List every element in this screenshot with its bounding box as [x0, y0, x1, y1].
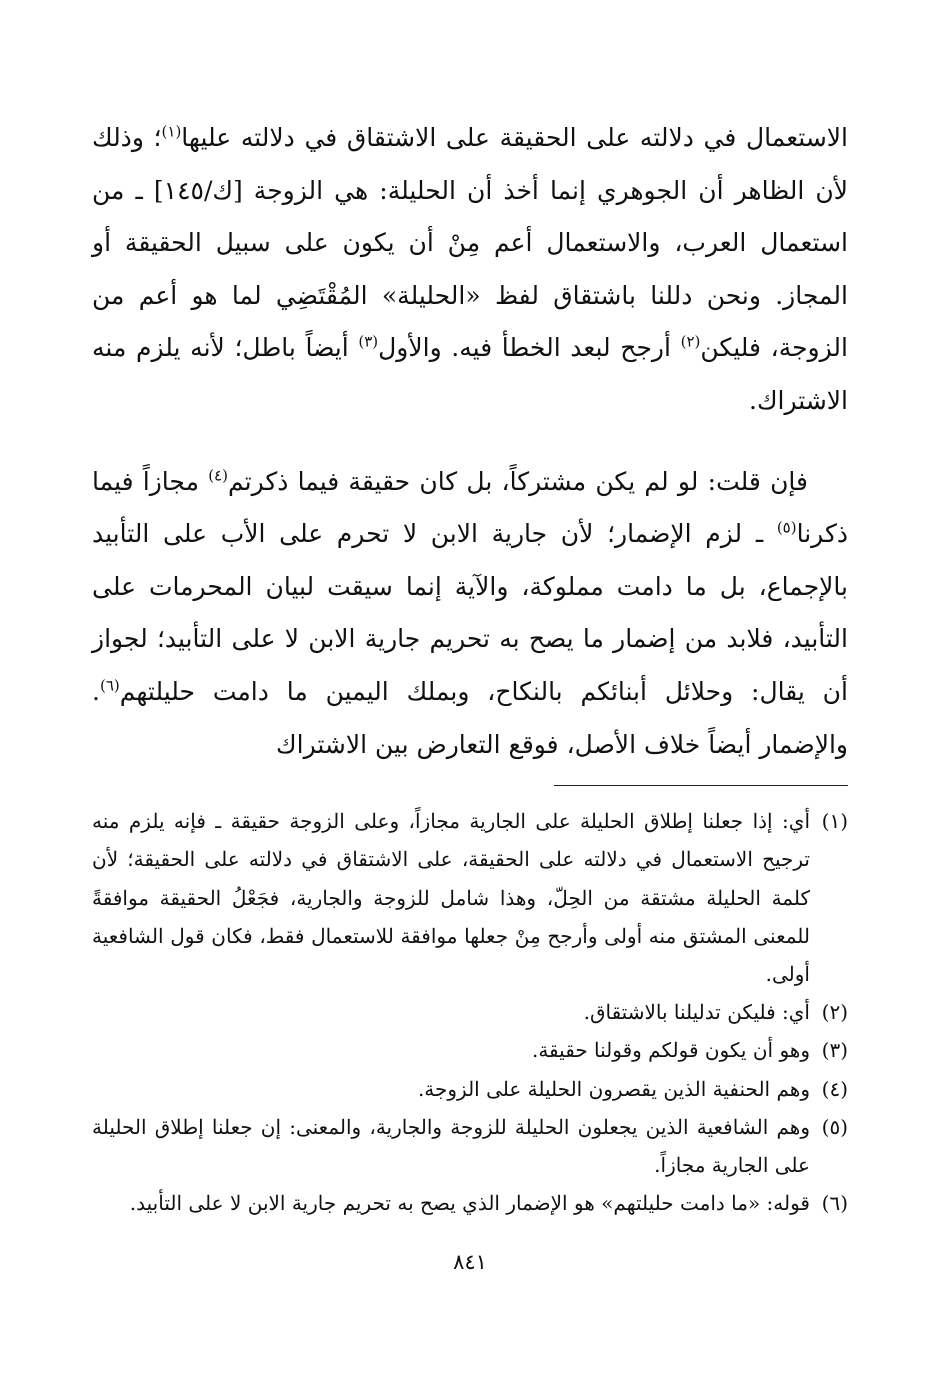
text-run: الاستعمال في دلالته على الحقيقة على الاشتقاق في دلالته عليها	[181, 123, 848, 152]
footnote-number: (٢)	[821, 1000, 848, 1025]
text-run: مجازاً فيما ذكرنا	[92, 466, 848, 549]
paragraph-2	[92, 456, 848, 772]
page-number: ٨٤١	[453, 1250, 487, 1274]
footnote-number: (٣)	[821, 1038, 848, 1063]
footnote-ref[interactable]: (١)	[161, 122, 182, 141]
footnote-5	[92, 1108, 848, 1184]
footnote-ref[interactable]: (٦)	[99, 676, 120, 695]
footnote-2	[92, 993, 848, 1031]
footnote-divider	[554, 785, 848, 786]
text-run: أرجح لبعد الخطأ فيه. والأول	[378, 333, 681, 363]
footnote-ref[interactable]: (٢)	[680, 333, 701, 352]
footnote-number: (٥)	[821, 1114, 848, 1139]
footnote-1	[92, 802, 848, 993]
footnote-ref[interactable]: (٥)	[776, 518, 797, 537]
main-text	[92, 112, 848, 771]
text-run: . والإضمار أيضاً خلاف الأصل، فوقع التعارض بين الاشتراك	[92, 676, 848, 759]
footnote-ref[interactable]: (٣)	[358, 333, 379, 352]
footnote-number: (١)	[821, 809, 848, 834]
footnote-text: وهو أن يكون قولكم وقولنا حقيقة.	[531, 1038, 810, 1063]
footnote-ref[interactable]: (٤)	[208, 466, 228, 485]
text-run: ؛ وذلك لأن الظاهر أن الجوهري إنما أخذ أن الحليلة: هي الزوجة [ك/١٤٥] ـ من استعمال العرب، والاستعمال أعم مِنْ أن يكون على سبيل الحقيقة أو المجاز. ونحن دللنا باشتقاق لفظ «الحليلة» المُقْتَضِي لما هو أعم من الزوجة، فليكن	[92, 123, 848, 363]
footnote-text: وهم الحنفية الذين يقصرون الحليلة على الزوجة.	[417, 1076, 810, 1101]
footnote-3	[92, 1031, 848, 1069]
footnotes	[92, 802, 848, 1222]
footnote-text: وهم الشافعية الذين يجعلون الحليلة للزوجة والجارية، والمعنى: إن جعلنا إطلاق الحليلة على الجارية مجازاً.	[92, 1114, 810, 1177]
footnote-text: قوله: «ما دامت حليلتهم» هو الإضمار الذي يصح به تحريم جارية الابن لا على التأبيد.	[129, 1191, 810, 1216]
text-run: أيضاً باطل؛ لأنه يلزم منه الاشتراك.	[92, 333, 848, 415]
footnote-number: (٦)	[821, 1191, 848, 1216]
footnote-text: أي: فليكن تدليلنا بالاشتقاق.	[583, 1000, 810, 1025]
text-run: ـ لزم الإضمار؛ لأن جارية الابن لا تحرم على الأب على التأبيد بالإجماع، بل ما دامت مملوكة، والآية إنما سيقت لبيان المحرمات على التأبيد، فلابد من إضمار ما يصح به تحريم جارية الابن لا على التأبيد؛ لجواز أن يقال: وحلائل أبنائكم بالنكاح، وبملك اليمين ما دامت حليلتهم	[92, 519, 848, 706]
text-run: فإن قلت: لو لم يكن مشتركاً، بل كان حقيقة فيما ذكرتم	[227, 466, 809, 496]
footnote-6	[92, 1184, 848, 1222]
footnote-4	[92, 1070, 848, 1108]
footnote-text: أي: إذا جعلنا إطلاق الحليلة على الجارية مجازاً، وعلى الزوجة حقيقة ـ فإنه يلزم منه ترجيح الاستعمال في دلالته على الحقيقة، على الاشتقاق في دلالته على الحقيقة؛ لأن كلمة الحليلة مشتقة من الحِلّ، وهذا شامل للزوجة والجارية، فجَعْلُ الحقيقة موافقةً للمعنى المشتق منه أولى وأرجح مِنْ جعلها موافقة للاستعمال فقط، فكان قول الشافعية أولى.	[92, 809, 810, 986]
paragraph-1	[92, 112, 848, 428]
footnote-number: (٤)	[821, 1076, 848, 1101]
